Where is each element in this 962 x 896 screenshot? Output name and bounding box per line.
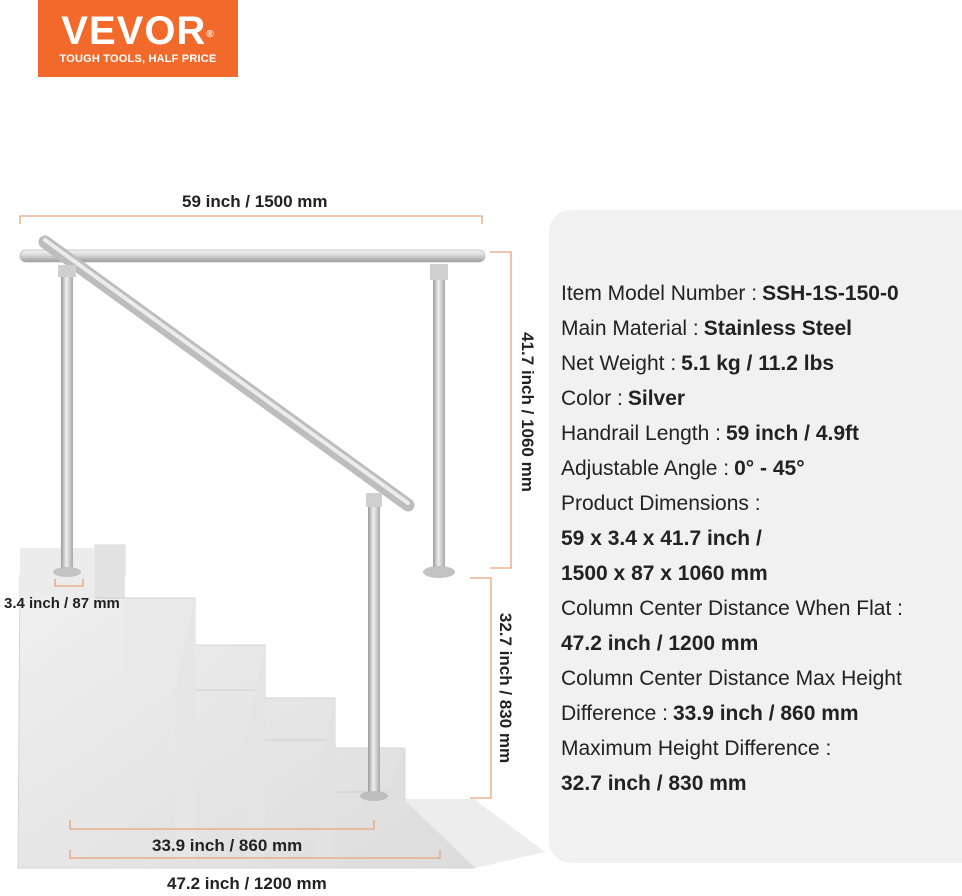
- right-height-label: 41.7 inch / 1060 mm: [518, 332, 537, 492]
- spec-flat-value: 47.2 inch / 1200 mm: [561, 632, 759, 655]
- right-post: [433, 278, 445, 568]
- spec-maxdiff-label: Maximum Height Difference :: [561, 737, 832, 760]
- spec-material: Main Material : Stainless Steel: [561, 317, 852, 340]
- lower-post: [368, 505, 380, 793]
- brand-wordmark: VEVOR®: [61, 9, 215, 53]
- spec-angle: Adjustable Angle : 0° - 45°: [561, 457, 805, 480]
- flat-center-distance-label: 47.2 inch / 1200 mm: [167, 874, 327, 893]
- stairs: [18, 545, 545, 868]
- spec-length: Handrail Length : 59 inch / 4.9ft: [561, 422, 859, 445]
- top-rail: [20, 250, 485, 262]
- spec-maxh-label: Column Center Distance Max Height: [561, 667, 902, 690]
- base-depth-label: 3.4 inch / 87 mm: [4, 595, 120, 612]
- spec-panel: [549, 210, 962, 863]
- spec-model: Item Model Number : SSH-1S-150-0: [561, 282, 899, 305]
- top-length-label: 59 inch / 1500 mm: [182, 192, 328, 211]
- spec-dimensions-label: Product Dimensions :: [561, 492, 761, 515]
- spec-dimensions-line2: 1500 x 87 x 1060 mm: [561, 562, 768, 585]
- brand-tagline: TOUGH TOOLS, HALF PRICE: [59, 53, 217, 65]
- left-post: [61, 275, 73, 570]
- spec-flat-label: Column Center Distance When Flat :: [561, 597, 903, 620]
- max-center-distance-label: 33.9 inch / 860 mm: [152, 836, 303, 855]
- spec-list: [561, 276, 903, 801]
- spec-dimensions-line1: 59 x 3.4 x 41.7 inch /: [561, 527, 762, 550]
- spec-maxh-value: Difference : 33.9 inch / 860 mm: [561, 702, 859, 725]
- spec-weight: Net Weight : 5.1 kg / 11.2 lbs: [561, 352, 835, 375]
- spec-maxdiff-value: 32.7 inch / 830 mm: [561, 772, 747, 795]
- height-difference-label: 32.7 inch / 830 mm: [496, 612, 515, 764]
- spec-color: Color : Silver: [561, 387, 686, 410]
